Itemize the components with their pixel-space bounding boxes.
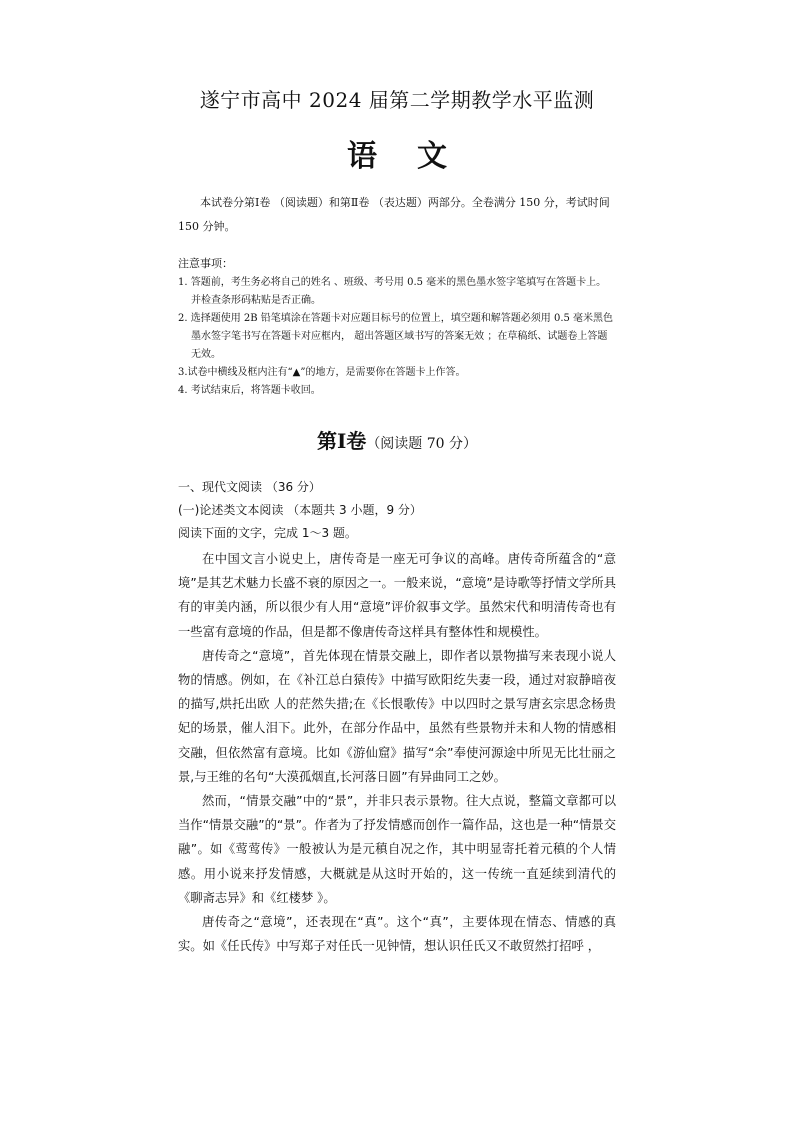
note-item: 3.试卷中横线及框内注有“▲”的地方，是需要你在答题卡上作答。 [178,367,466,378]
section-heading [0,425,794,454]
note-item: 1. 答题前，考生务必将自己的姓名 、班级、考号用 0.5 毫米的黑色墨水签字笔填写在答题卡上。并检查条形码粘贴是否正确。 [178,277,607,306]
passage-paragraph: 然而，“情景交融”中的“景”，并非只表示景物。往大点说，整篇文章都可以当作“情景交融”的“景”。作者为了抒发情感而创作一篇作品，这也是一种“情景交融”。如《莺莺传》一般被认为是元稹自况之作，其中明显寄托着元稹的个人情感。用小说来抒发情感，大概就是从这时开始的，这一传统一直延续到清代的《聊斋志异》和《红楼梦 》。 [178,794,616,905]
passage-paragraph: 唐传奇之“意境”，首先体现在情景交融上，即作者以景物描写来表现小说人物的情感。例如，在《补江总白猿传》中描写欧阳纥失妻一段，通过对寂静暗夜的描写,烘托出欧 人的茫然失措;在《长恨歌传》中以四时之景写唐玄宗思念杨贵妃的场景，催人泪下。此外，在部分作品中，虽然有些景物并未和人物的情感相交融，但依然富有意境。比如《游仙窟》描写“余”奉使河源途中所见无比壮丽之景,与王维的名句“大漠孤烟直,长河落日圆”有异曲同工之妙。 [178,648,616,784]
exam-title: 遂宁市高中 2024 届第二学期教学水平监测 [199,88,595,112]
exam-intro: 本试卷分第Ⅰ卷 （阅读题）和第Ⅱ卷 （表达题）两部分。全卷满分 150 分，考试时间 150 分钟。 [178,196,610,233]
reading-instruction: 阅读下面的文字，完成 1～3 题。 [178,526,357,540]
part-heading: 一、现代文阅读 （36 分） [178,480,321,494]
note-item: 2. 选择题使用 2B 铅笔填涂在答题卡对应题目标号的位置上，填空题和解答题必须用 0.5 毫米黑色墨水签字笔书写在答题卡对应框内， 超出答题区域书写的答案无效 ；在草稿纸、试题卷上答题无效。 [178,313,614,360]
passage-paragraph: 在中国文言小说史上，唐传奇是一座无可争议的高峰。唐传奇所蕴含的“意境”是其艺术魅力长盛不衰的原因之一。一般来说，“意境”是诗歌等抒情文学所具有的审美内涵，所以很少有人用“意境”评价叙事文学。虽然宋代和明清传奇也有一些富有意境的作品，但是都不像唐传奇这样具有整体性和规模性。 [178,552,616,639]
sub-heading: (一)论述类文本阅读 （本题共 3 小题，9 分） [178,503,422,517]
reading-passage [178,547,616,958]
notes-list [178,274,614,400]
section-title: 第Ⅰ卷 [316,429,367,453]
note-item: 4. 考试结束后，将答题卡收回。 [178,385,321,396]
section-subtitle: （阅读题 70 分） [366,436,478,452]
passage-paragraph: 唐传奇之“意境”，还表现在“真”。这个“真”，主要体现在情态、情感的真实。如《任氏传》中写郑子对任氏一见钟情，想认识任氏又不敢贸然打招呼 ， [178,915,616,954]
notes-title: 注意事项： [178,257,233,270]
subject-title: 语文 [347,139,487,174]
